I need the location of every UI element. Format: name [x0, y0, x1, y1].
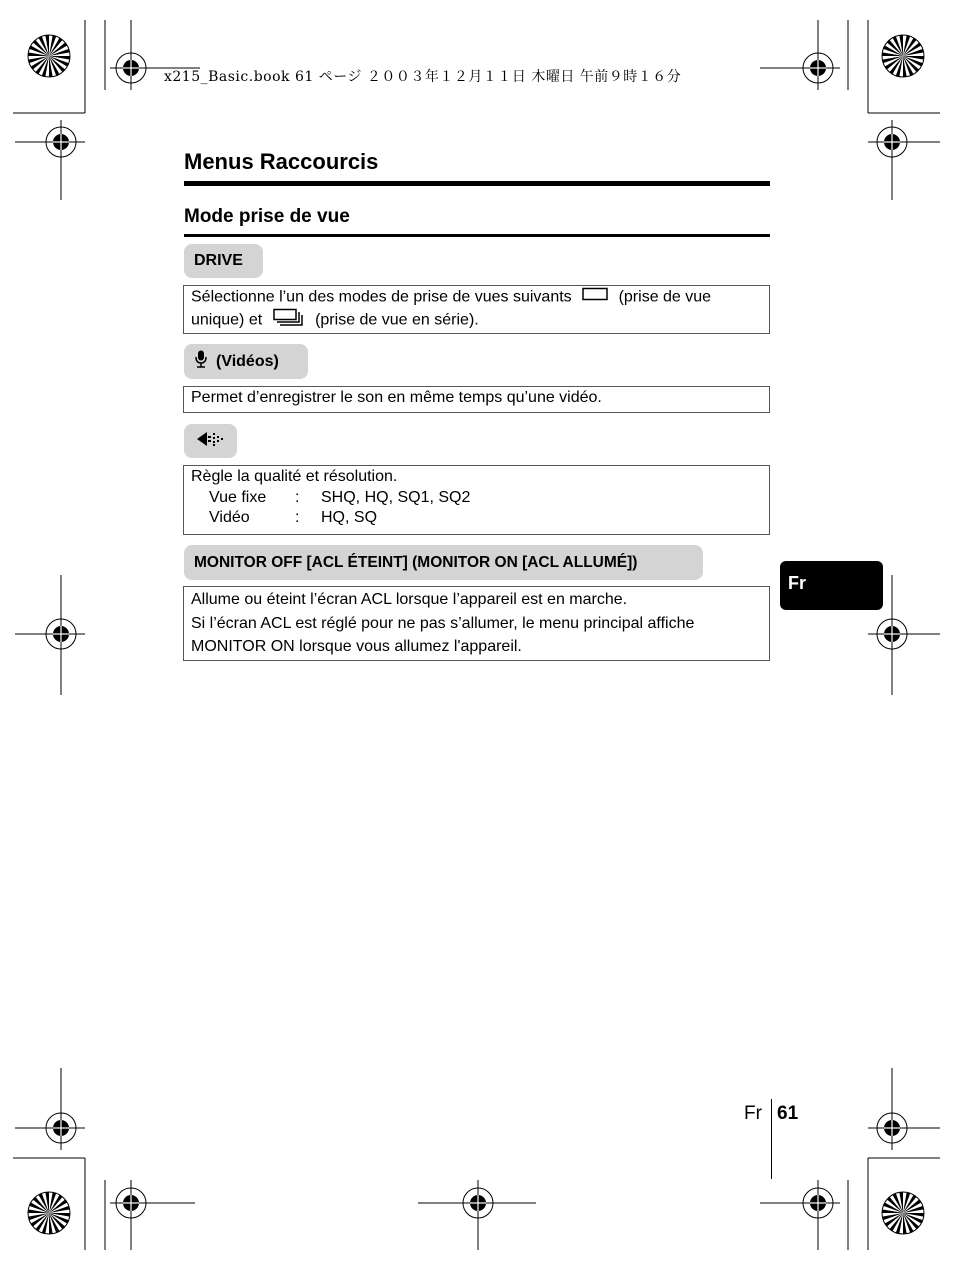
quality-row-sep: : — [295, 509, 300, 526]
videos-description-box — [183, 386, 770, 413]
sequential-shot-icon — [273, 308, 305, 333]
single-shot-icon — [582, 287, 608, 308]
microphone-icon — [194, 350, 208, 373]
quality-row-label: Vue fixe — [209, 488, 267, 506]
monitor-text-2: Si l’écran ACL est réglé pour ne pas s’allumer, le menu principal affiche — [191, 614, 695, 632]
monitor-tab — [184, 545, 703, 580]
drive-description-box — [183, 285, 770, 334]
star-target-ray — [903, 56, 919, 72]
quality-row-value: SHQ, HQ, SQ1, SQ2 — [321, 488, 471, 506]
quality-intro: Règle la qualité et résolution. — [191, 468, 398, 485]
drive-text-1b: (prise de vue — [618, 288, 712, 306]
footer-language: Fr — [744, 1103, 762, 1124]
drive-text-2b: (prise de vue en série). — [315, 311, 479, 329]
star-target-ray — [903, 1213, 919, 1229]
monitor-tab-label: MONITOR OFF [ACL ÉTEINT] (MONITOR ON [ACL ALLUMÉ]) — [194, 553, 638, 571]
quality-tab — [184, 424, 237, 458]
quality-row-sep: : — [295, 488, 300, 506]
drive-text-1a: Sélectionne l’un des modes de prise de vues suivants — [191, 288, 572, 306]
star-target-ray — [49, 56, 65, 72]
quality-row-value: HQ, SQ — [321, 509, 378, 526]
drive-tab — [184, 244, 263, 278]
title-rule — [184, 181, 770, 186]
section-subtitle: Mode prise de vue — [184, 206, 350, 227]
image-quality-icon — [195, 430, 225, 453]
drive-text-2a: unique) et — [191, 311, 263, 329]
star-target-ray — [33, 1197, 49, 1213]
star-target-ray — [887, 1197, 903, 1213]
monitor-text-3: MONITOR ON lorsque vous allumez l'appareil. — [191, 638, 522, 655]
language-tab: Fr — [780, 561, 883, 610]
footer-divider — [771, 1099, 772, 1179]
star-target-ray — [49, 1213, 65, 1229]
star-target-ray — [887, 40, 903, 56]
monitor-text-1: Allume ou éteint l’écran ACL lorsque l’appareil est en marche. — [191, 591, 628, 608]
videos-tab-label: (Vidéos) — [216, 352, 279, 370]
quality-row — [191, 508, 762, 529]
quality-description-box — [183, 465, 770, 535]
subtitle-rule — [184, 234, 770, 237]
videos-text: Permet d’enregistrer le son en même temps qu’une vidéo. — [191, 389, 602, 406]
print-header: x215_Basic.book 61 ページ ２００３年１２月１１日 木曜日 午前９時１６分 — [164, 69, 682, 85]
star-target-ray — [33, 40, 49, 56]
drive-tab-label: DRIVE — [194, 252, 243, 269]
quality-row — [191, 488, 762, 509]
quality-row-label: Vidéo — [209, 509, 250, 526]
page-title: Menus Raccourcis — [184, 149, 379, 174]
page-number: 61 — [777, 1103, 799, 1124]
videos-tab — [184, 344, 308, 379]
monitor-description-box — [183, 586, 770, 661]
